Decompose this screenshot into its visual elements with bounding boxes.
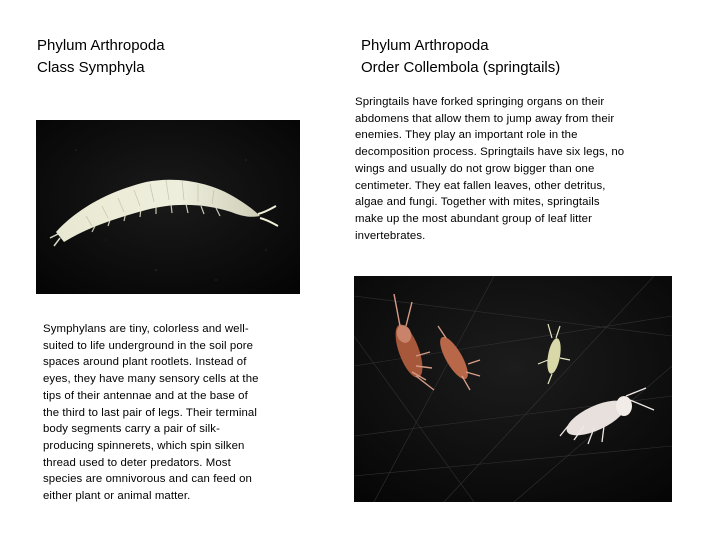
caption-line: centimeter. They eat fallen leaves, other detritus, (355, 179, 606, 192)
caption-line: eyes, they have many sensory cells at the (43, 373, 259, 386)
caption-line: algae and fungi. Together with mites, springtails (355, 196, 600, 209)
symphylan-photo (36, 120, 300, 294)
caption-line: suited to life underground in the soil pore (43, 339, 254, 352)
heading-class-symphyla: Class Symphyla (37, 59, 145, 76)
caption-line: thread used to deter predators. Most (43, 456, 231, 469)
symphyla-description (43, 321, 293, 505)
heading-phylum-left: Phylum Arthropoda (37, 37, 165, 54)
caption-line: Symphylans are tiny, colorless and well- (43, 323, 249, 335)
heading-symphyla (37, 35, 165, 79)
caption-line: the third to last pair of legs. Their terminal (43, 406, 257, 419)
caption-line: species are omnivorous and can feed on (43, 473, 252, 486)
caption-line: tips of their antennae and at the base of (43, 389, 248, 402)
caption-line: spaces around plant rootlets. Instead of (43, 356, 247, 369)
heading-collembola (361, 35, 560, 79)
caption-line: Springtails have forked springing organs on their (355, 96, 605, 108)
caption-line: producing spinnerets, which spin silken (43, 439, 245, 452)
caption-line: make up the most abundant group of leaf litter (355, 212, 592, 225)
caption-line: wings and usually do not grow bigger than one (355, 162, 595, 175)
caption-line: either plant or animal matter. (43, 490, 191, 503)
collembola-description (355, 94, 665, 244)
heading-order-collembola: Order Collembola (springtails) (361, 59, 561, 76)
caption-line: abdomens that allow them to jump away from their (355, 112, 615, 125)
caption-line: invertebrates. (355, 229, 426, 242)
caption-line: body segments carry a pair of silk- (43, 423, 220, 436)
caption-line: decomposition process. Springtails have six legs, no (355, 146, 625, 159)
springtails-photo (354, 276, 672, 502)
caption-line: enemies. They play an important role in the (355, 129, 578, 142)
heading-phylum-right: Phylum Arthropoda (361, 37, 489, 54)
